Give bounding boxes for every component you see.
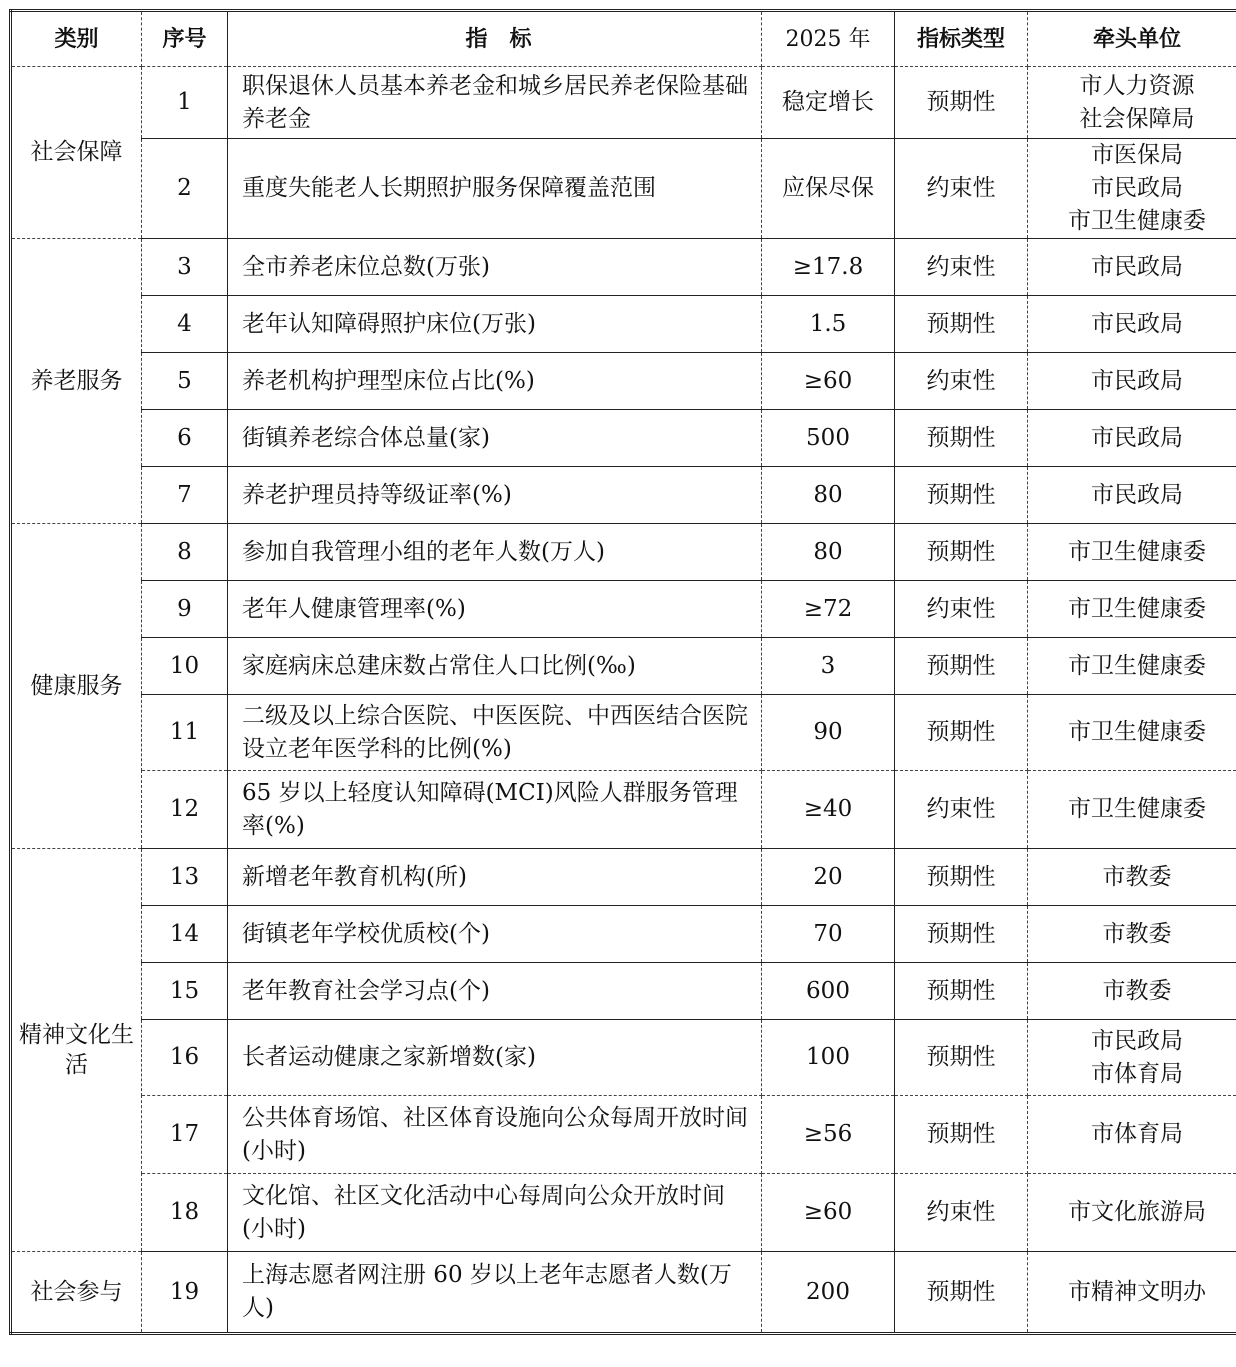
indicator-text: 65 岁以上轻度认知障碍(MCI)风险人群服务管理率(%) bbox=[228, 771, 762, 849]
indicator-text: 上海志愿者网注册 60 岁以上老年志愿者人数(万人) bbox=[228, 1252, 762, 1334]
row-number: 4 bbox=[142, 296, 228, 353]
row-number: 18 bbox=[142, 1174, 228, 1252]
target-value: 80 bbox=[762, 467, 895, 524]
row-number: 1 bbox=[142, 67, 228, 139]
row-number: 8 bbox=[142, 524, 228, 581]
lead-unit bbox=[1028, 771, 1236, 849]
indicator-type: 预期性 bbox=[895, 906, 1028, 963]
indicator-type: 约束性 bbox=[895, 1174, 1028, 1252]
lead-unit-line: 市教委 bbox=[1102, 920, 1172, 947]
indicator-type: 预期性 bbox=[895, 1020, 1028, 1096]
indicator-text: 重度失能老人长期照护服务保障覆盖范围 bbox=[228, 139, 762, 239]
indicator-table bbox=[9, 9, 1236, 1335]
table-row bbox=[11, 139, 1236, 239]
lead-unit bbox=[1028, 638, 1236, 695]
table-row bbox=[11, 1252, 1236, 1334]
indicator-type: 约束性 bbox=[895, 771, 1028, 849]
lead-unit bbox=[1028, 1096, 1236, 1174]
table-row bbox=[11, 849, 1236, 906]
header-lead: 牵头单位 bbox=[1028, 11, 1236, 67]
row-number: 13 bbox=[142, 849, 228, 906]
indicator-type: 约束性 bbox=[895, 139, 1028, 239]
lead-unit-line: 市民政局 bbox=[1091, 175, 1183, 201]
indicator-type: 约束性 bbox=[895, 239, 1028, 296]
target-value: 稳定增长 bbox=[762, 67, 895, 139]
category-cell: 社会参与 bbox=[11, 1252, 142, 1334]
lead-unit-line: 市民政局 bbox=[1091, 481, 1183, 508]
lead-unit-line: 市精神文明办 bbox=[1068, 1278, 1206, 1305]
target-value: 1.5 bbox=[762, 296, 895, 353]
target-value: ≥72 bbox=[762, 581, 895, 638]
lead-unit-line: 市卫生健康委 bbox=[1068, 652, 1206, 679]
lead-unit bbox=[1028, 1020, 1236, 1096]
lead-unit bbox=[1028, 410, 1236, 467]
indicator-text: 街镇养老综合体总量(家) bbox=[228, 410, 762, 467]
lead-unit bbox=[1028, 353, 1236, 410]
table-row bbox=[11, 296, 1236, 353]
lead-unit bbox=[1028, 67, 1236, 139]
target-value: 500 bbox=[762, 410, 895, 467]
row-number: 17 bbox=[142, 1096, 228, 1174]
lead-unit bbox=[1028, 139, 1236, 239]
category-cell: 健康服务 bbox=[11, 524, 142, 849]
lead-unit-line: 市文化旅游局 bbox=[1068, 1199, 1206, 1225]
target-value: 600 bbox=[762, 963, 895, 1020]
target-value: ≥56 bbox=[762, 1096, 895, 1174]
header-type: 指标类型 bbox=[895, 11, 1028, 67]
row-number: 10 bbox=[142, 638, 228, 695]
table-row bbox=[11, 963, 1236, 1020]
lead-unit-line: 市人力资源 bbox=[1079, 72, 1195, 99]
lead-unit bbox=[1028, 239, 1236, 296]
target-value: 80 bbox=[762, 524, 895, 581]
indicator-type: 预期性 bbox=[895, 524, 1028, 581]
lead-unit bbox=[1028, 963, 1236, 1020]
indicator-type: 约束性 bbox=[895, 581, 1028, 638]
table-row bbox=[11, 410, 1236, 467]
lead-unit bbox=[1028, 849, 1236, 906]
lead-unit-line: 市民政局 bbox=[1091, 253, 1183, 280]
table-row bbox=[11, 906, 1236, 963]
row-number: 12 bbox=[142, 771, 228, 849]
target-value: ≥40 bbox=[762, 771, 895, 849]
lead-unit-line: 市卫生健康委 bbox=[1068, 208, 1206, 234]
table-row bbox=[11, 67, 1236, 139]
lead-unit-line: 市医保局 bbox=[1091, 142, 1183, 168]
indicator-type: 预期性 bbox=[895, 410, 1028, 467]
table-row bbox=[11, 1096, 1236, 1174]
table-row bbox=[11, 353, 1236, 410]
lead-unit-line: 市民政局 bbox=[1091, 310, 1183, 337]
indicator-text: 街镇老年学校优质校(个) bbox=[228, 906, 762, 963]
table-row bbox=[11, 581, 1236, 638]
header-indicator: 指 标 bbox=[228, 11, 762, 67]
indicator-type: 预期性 bbox=[895, 1252, 1028, 1334]
indicator-text: 参加自我管理小组的老年人数(万人) bbox=[228, 524, 762, 581]
row-number: 15 bbox=[142, 963, 228, 1020]
indicator-type: 预期性 bbox=[895, 1096, 1028, 1174]
row-number: 3 bbox=[142, 239, 228, 296]
target-value: 70 bbox=[762, 906, 895, 963]
target-value: 3 bbox=[762, 638, 895, 695]
target-value: ≥60 bbox=[762, 353, 895, 410]
indicator-text: 公共体育场馆、社区体育设施向公众每周开放时间(小时) bbox=[228, 1096, 762, 1174]
target-value: 100 bbox=[762, 1020, 895, 1096]
table-row bbox=[11, 638, 1236, 695]
lead-unit-line: 市卫生健康委 bbox=[1068, 796, 1206, 822]
table-row bbox=[11, 239, 1236, 296]
lead-unit-line: 市教委 bbox=[1102, 977, 1172, 1004]
target-value: 应保尽保 bbox=[762, 139, 895, 239]
indicator-text: 长者运动健康之家新增数(家) bbox=[228, 1020, 762, 1096]
indicator-type: 预期性 bbox=[895, 67, 1028, 139]
row-number: 16 bbox=[142, 1020, 228, 1096]
indicator-text: 老年教育社会学习点(个) bbox=[228, 963, 762, 1020]
header-year: 2025 年 bbox=[762, 11, 895, 67]
lead-unit-line: 市卫生健康委 bbox=[1068, 538, 1206, 565]
target-value: ≥17.8 bbox=[762, 239, 895, 296]
indicator-type: 预期性 bbox=[895, 963, 1028, 1020]
lead-unit bbox=[1028, 296, 1236, 353]
category-cell: 社会保障 bbox=[11, 67, 142, 239]
header-number: 序号 bbox=[142, 11, 228, 67]
table-row bbox=[11, 695, 1236, 771]
indicator-type: 预期性 bbox=[895, 695, 1028, 771]
header-category: 类别 bbox=[11, 11, 142, 67]
target-value: ≥60 bbox=[762, 1174, 895, 1252]
indicator-type: 预期性 bbox=[895, 467, 1028, 524]
row-number: 14 bbox=[142, 906, 228, 963]
indicator-text: 老年认知障碍照护床位(万张) bbox=[228, 296, 762, 353]
lead-unit-line: 市体育局 bbox=[1091, 1121, 1183, 1147]
indicator-text: 养老护理员持等级证率(%) bbox=[228, 467, 762, 524]
table-row bbox=[11, 524, 1236, 581]
target-value: 200 bbox=[762, 1252, 895, 1334]
lead-unit bbox=[1028, 906, 1236, 963]
table-row bbox=[11, 771, 1236, 849]
table-row bbox=[11, 467, 1236, 524]
row-number: 9 bbox=[142, 581, 228, 638]
indicator-text: 老年人健康管理率(%) bbox=[228, 581, 762, 638]
lead-unit-line: 市卫生健康委 bbox=[1068, 719, 1206, 745]
indicator-type: 约束性 bbox=[895, 353, 1028, 410]
row-number: 6 bbox=[142, 410, 228, 467]
target-value: 20 bbox=[762, 849, 895, 906]
indicator-type: 预期性 bbox=[895, 638, 1028, 695]
lead-unit-line: 市民政局 bbox=[1091, 367, 1183, 394]
lead-unit-line: 市教委 bbox=[1102, 863, 1172, 890]
row-number: 7 bbox=[142, 467, 228, 524]
table-row bbox=[11, 1174, 1236, 1252]
indicator-type: 预期性 bbox=[895, 296, 1028, 353]
lead-unit-line: 市卫生健康委 bbox=[1068, 595, 1206, 622]
lead-unit-line: 市民政局 bbox=[1091, 1027, 1183, 1054]
lead-unit bbox=[1028, 1174, 1236, 1252]
indicator-text: 职保退休人员基本养老金和城乡居民养老保险基础养老金 bbox=[228, 67, 762, 139]
lead-unit-line: 市体育局 bbox=[1091, 1060, 1183, 1087]
row-number: 5 bbox=[142, 353, 228, 410]
indicator-text: 全市养老床位总数(万张) bbox=[228, 239, 762, 296]
indicator-text: 二级及以上综合医院、中医医院、中西医结合医院设立老年医学科的比例(%) bbox=[228, 695, 762, 771]
indicator-text: 家庭病床总建床数占常住人口比例(‰) bbox=[228, 638, 762, 695]
lead-unit bbox=[1028, 581, 1236, 638]
lead-unit bbox=[1028, 695, 1236, 771]
category-cell: 精神文化生活 bbox=[11, 849, 142, 1252]
lead-unit bbox=[1028, 1252, 1236, 1334]
lead-unit-line: 社会保障局 bbox=[1079, 105, 1195, 132]
indicator-text: 文化馆、社区文化活动中心每周向公众开放时间(小时) bbox=[228, 1174, 762, 1252]
header-row bbox=[11, 11, 1236, 67]
table-row bbox=[11, 1020, 1236, 1096]
row-number: 19 bbox=[142, 1252, 228, 1334]
target-value: 90 bbox=[762, 695, 895, 771]
row-number: 2 bbox=[142, 139, 228, 239]
indicator-type: 预期性 bbox=[895, 849, 1028, 906]
lead-unit bbox=[1028, 524, 1236, 581]
lead-unit bbox=[1028, 467, 1236, 524]
lead-unit-line: 市民政局 bbox=[1091, 424, 1183, 451]
indicator-text: 新增老年教育机构(所) bbox=[228, 849, 762, 906]
indicator-text: 养老机构护理型床位占比(%) bbox=[228, 353, 762, 410]
category-cell: 养老服务 bbox=[11, 239, 142, 524]
row-number: 11 bbox=[142, 695, 228, 771]
